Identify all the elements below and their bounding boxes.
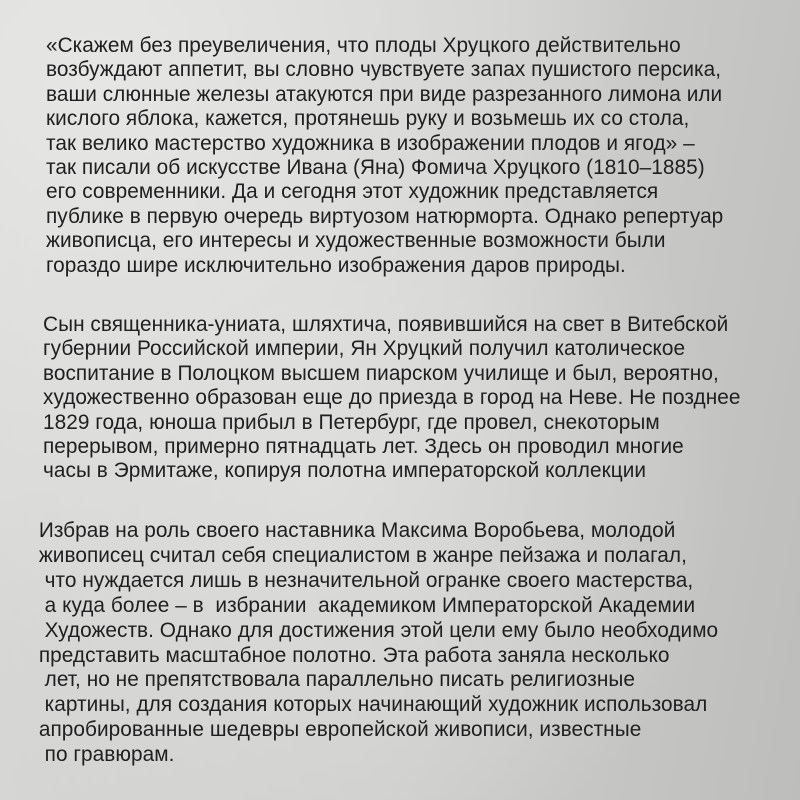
text-line: кислого яблока, кажется, протянешь руку и возьмешь их со стола, <box>46 107 690 131</box>
text-line: что нуждается лишь в незначительной огранке своего мастерства, <box>33 568 694 592</box>
text-line: живописца, его интересы и художественные возможности были <box>46 229 666 253</box>
paragraph-biography <box>43 313 741 484</box>
text-line: воспитание в Полоцком высшем пиарском училище и был, вероятно, <box>43 361 719 385</box>
text-line: по гравюрам. <box>33 743 175 767</box>
text-line: живописец считал себя специалистом в жанре пейзажа и полагал, <box>33 543 687 567</box>
text-line: Сын священника-униата, шляхтича, появившийся на свет в Витебской <box>43 313 729 336</box>
text-line: перерывом, примерно пятнадцать лет. Здесь он проводил многие <box>43 435 684 459</box>
text-line: лет, но не препятствовала параллельно писать религиозные <box>33 668 635 692</box>
text-line: губернии Российской империи, Ян Хруцкий получил католическое <box>43 337 686 361</box>
text-line: 1829 года, юноша прибыл в Петербург, где провел, снекоторым <box>43 410 660 434</box>
text-line: художественно образован еще до приезда в город на Неве. Не позднее <box>43 386 741 410</box>
text-line: его современники. Да и сегодня этот художник представляется <box>46 180 659 204</box>
text-line: Художеств. Однако для достижения этой цели ему было необходимо <box>33 618 719 642</box>
text-line: представить масштабное полотно. Эта работа заняла несколько <box>33 643 670 667</box>
text-line: «Скажем без преувеличения, что плоды Хруцкого действительно <box>46 34 681 57</box>
paragraph-fruit-praise <box>46 34 723 278</box>
text-line: возбуждают аппетит, вы словно чувствуете запах пушистого персика, <box>46 58 722 82</box>
text-line: апробированные шедевры европейской живописи, известные <box>33 718 642 742</box>
text-line: часы в Эрмитаже, копируя полотна императорской коллекции <box>43 459 647 483</box>
text-line: а куда более – в избрании академиком Императорской Академии <box>33 593 696 617</box>
text-line: гораздо шире исключительно изображения даров природы. <box>46 253 626 277</box>
text-line: публике в первую очередь виртуозом натюрморта. Однако репертуар <box>46 204 724 228</box>
text-line: Избрав на роль своего наставника Максима Воробьева, молодой <box>33 519 676 542</box>
text-line: так писали об искусстве Ивана (Яна) Фомича Хруцкого (1810–1885) <box>46 156 705 180</box>
text-line: ваши слюнные железы атакуются при виде разрезанного лимона или <box>46 82 723 106</box>
text-line: картины, для создания которых начинающий художник использовал <box>33 693 708 717</box>
text-line: так велико мастерство художника в изображении плодов и ягод» – <box>46 131 695 155</box>
paragraph-academy <box>33 519 718 768</box>
